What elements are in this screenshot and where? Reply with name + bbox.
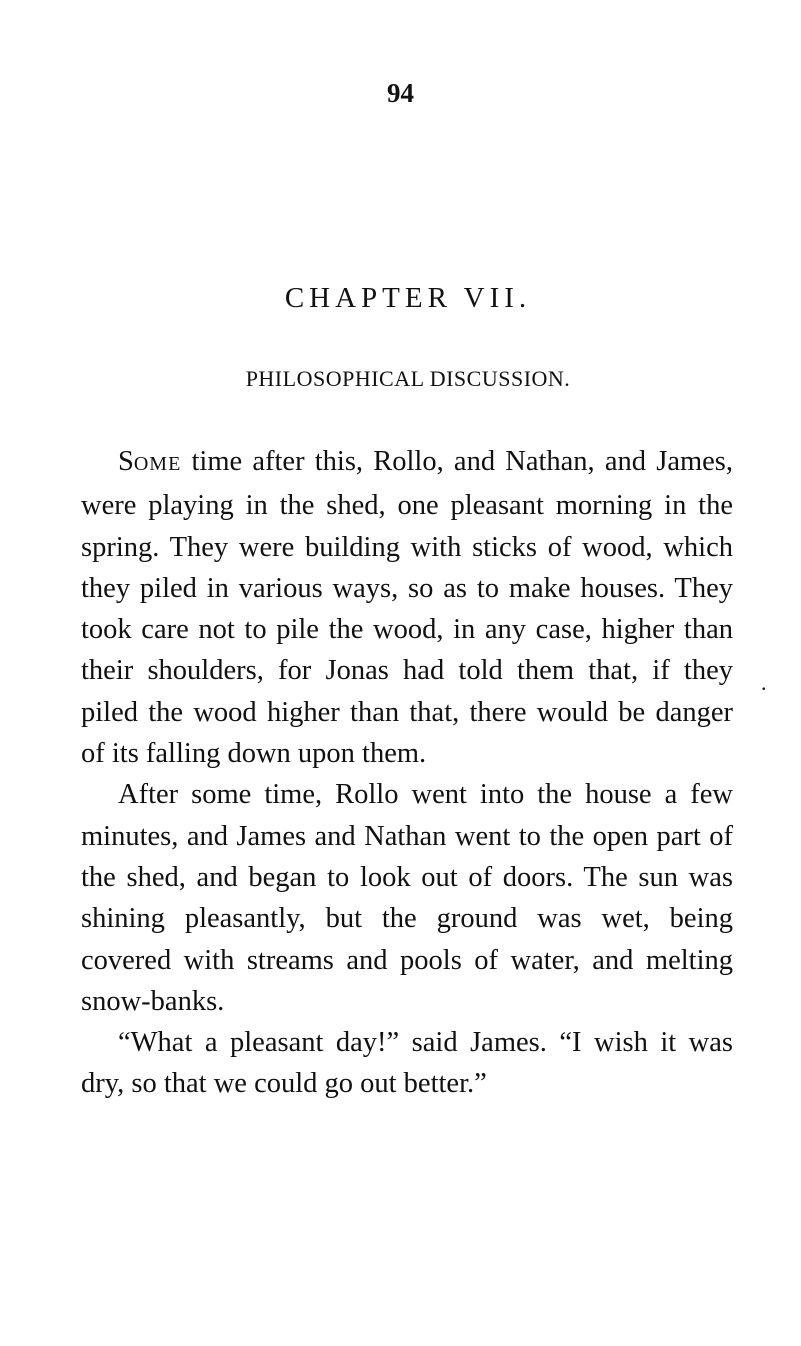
paragraph [81,774,733,1022]
paragraph-text: time after this, Rollo, and Nathan, and James, were playing in the shed, one pleasant morning in the spring. They were building with sticks of wood, which they piled in various ways, so as to make houses. They took care not to pile the wood, in any case, higher than their shoulders, for Jonas had told them that, if they piled the wood higher than that, there would be danger of its falling down upon them. [81,446,733,770]
chapter-title: CHAPTER VII. [284,282,532,314]
paragraph [81,1022,733,1105]
page-number: 94 [387,78,414,108]
stray-print-mark: . [761,670,767,695]
paragraph [81,441,733,774]
body-text [81,441,733,1105]
small-caps-rest: OME [133,453,182,475]
small-caps-first-letter: S [118,446,134,477]
chapter-subtitle: PHILOSOPHICAL DISCUSSION. [245,366,571,391]
paragraph-text: “What a pleasant day!” said James. “I wish it was dry, so that we could go out better.” [81,1027,733,1100]
paragraph-text: After some time, Rollo went into the house a few minutes, and James and Nathan went to the open part of the shed, and began to look out of doors. The sun was shining pleasantly, but the ground was wet, being covered with streams and pools of water, and melting snow-banks. [81,779,733,1017]
